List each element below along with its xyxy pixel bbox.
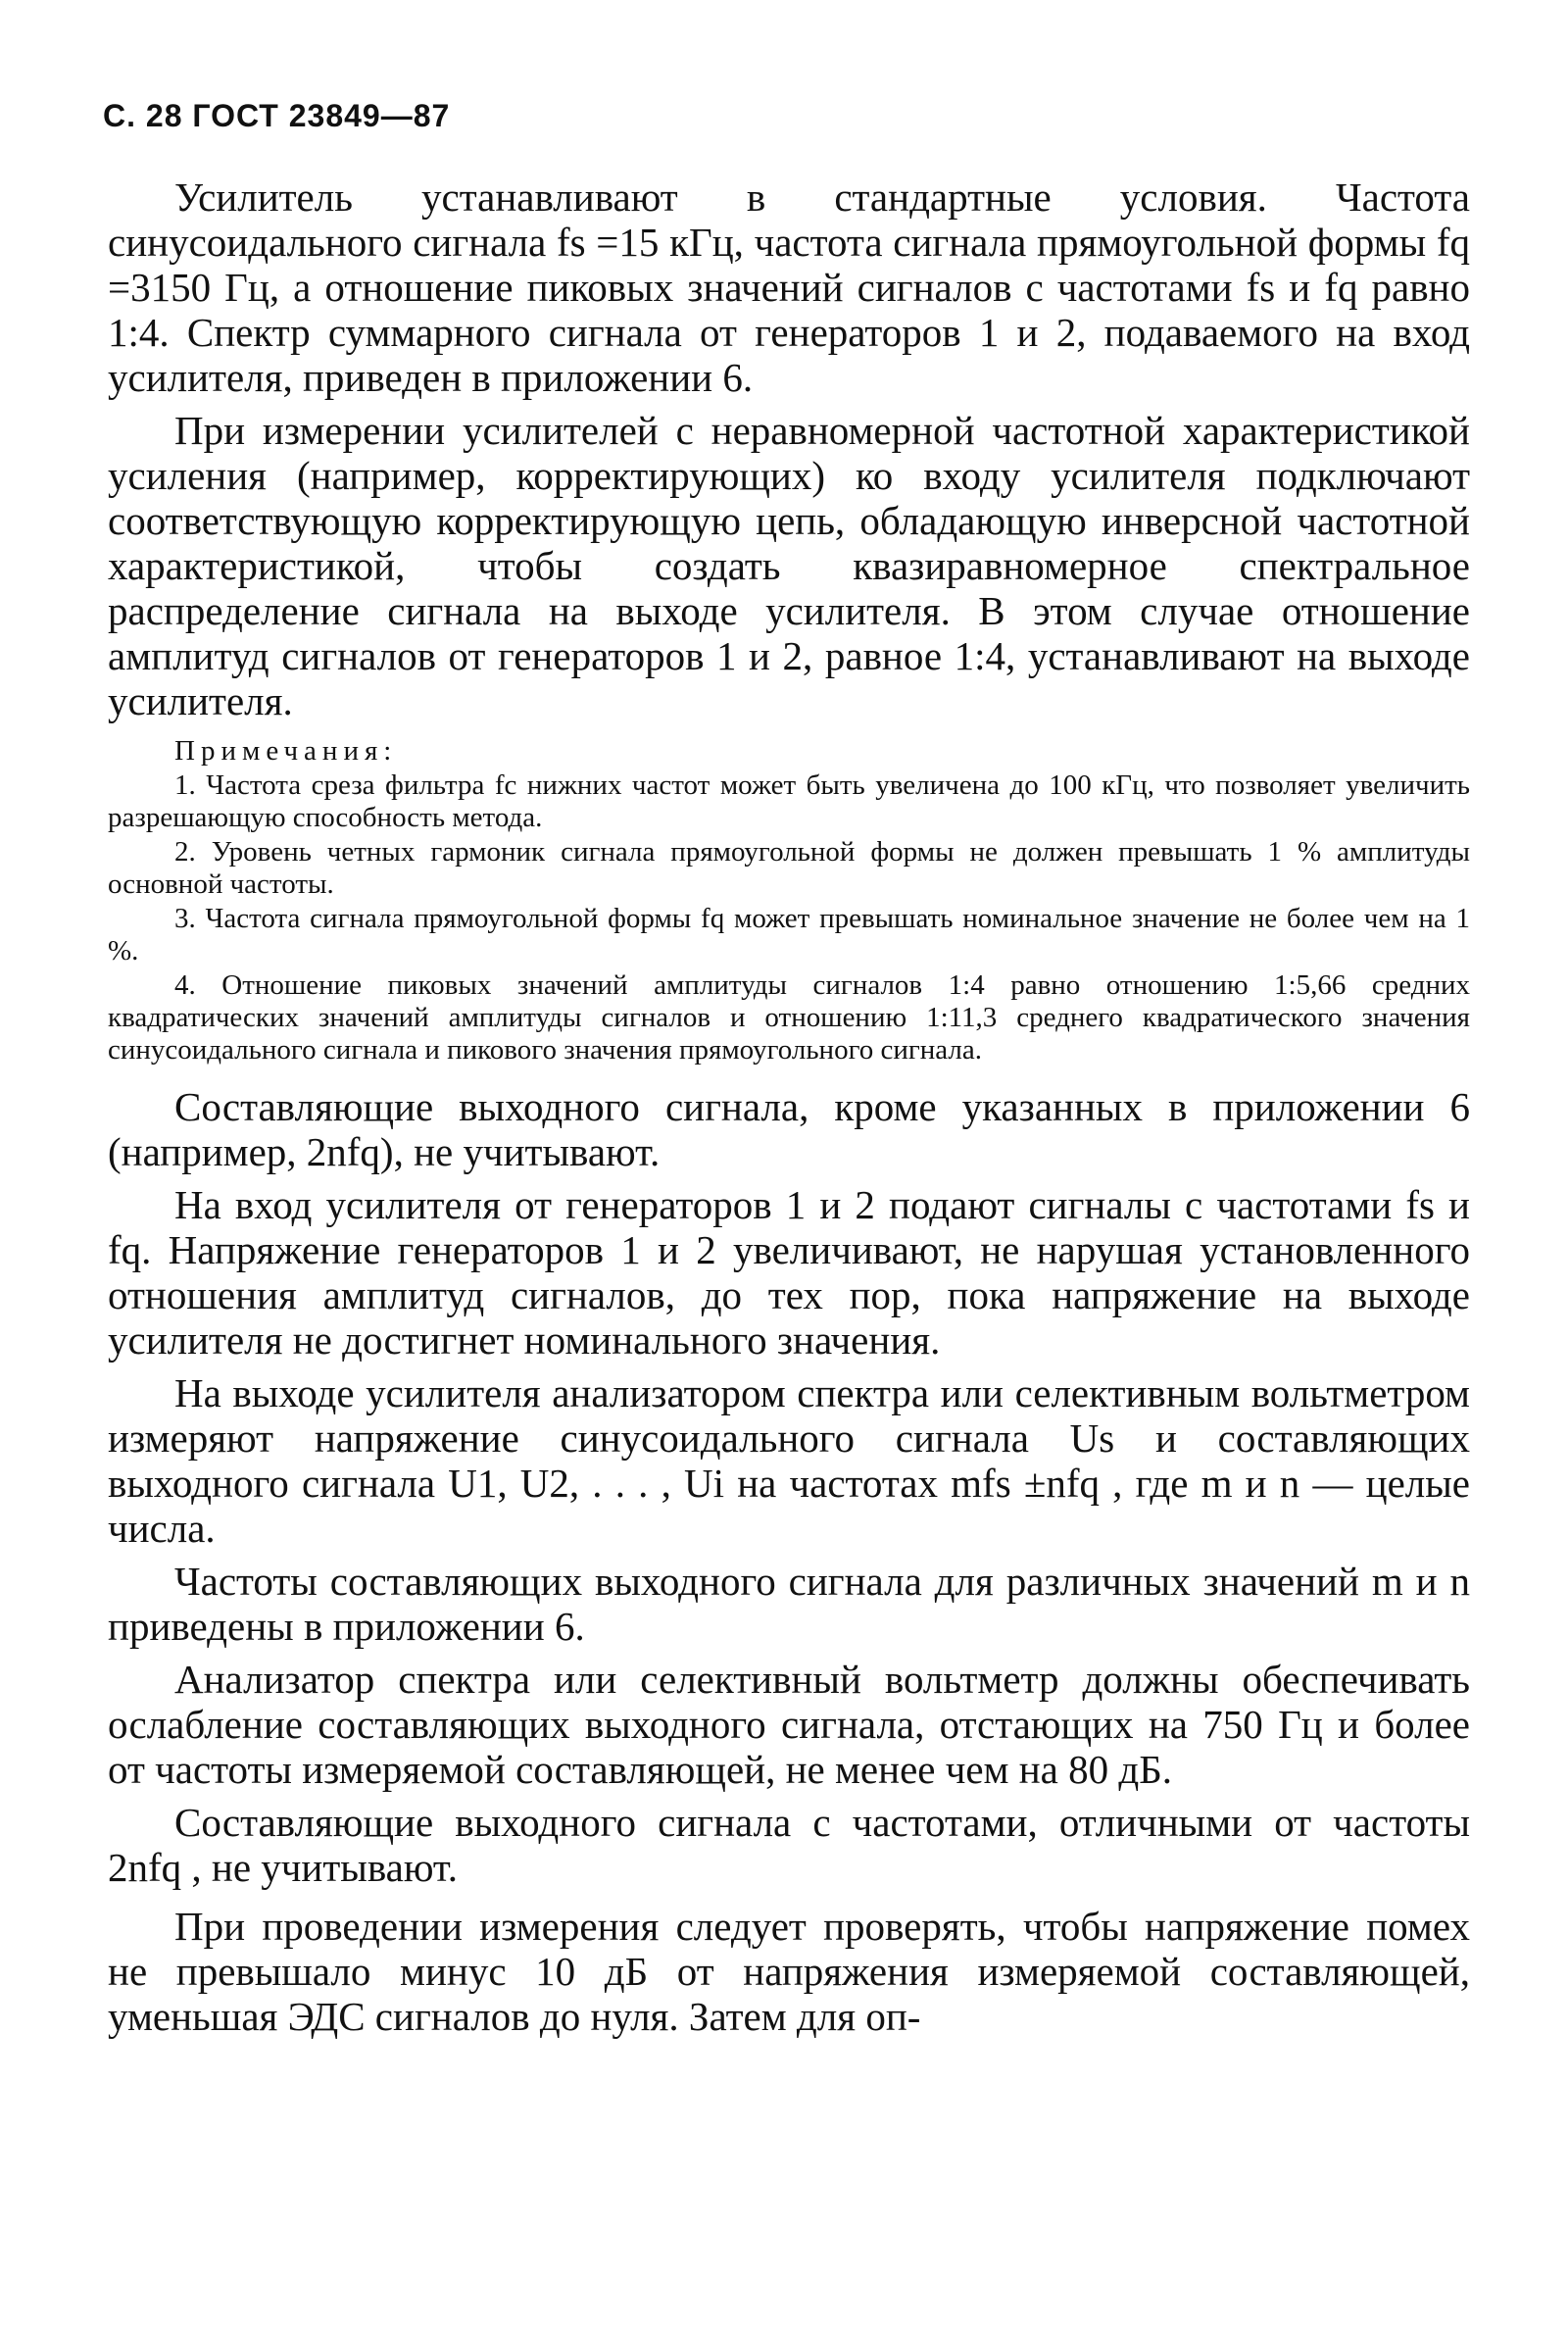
page-header: С. 28 ГОСТ 23849—87	[103, 98, 451, 133]
paragraph-generator-input: На вход усилителя от генераторов 1 и 2 подают сигналы с частотами fs и fq. Напряжение генераторов 1 и 2 увеличивают, не нарушая установленного отношения амплитуд сигналов, до тех пор, пока напряжение на выходе усилителя не достигнет номинального значения.	[108, 1182, 1470, 1363]
document-body	[108, 174, 1470, 2047]
note-item-3: 3. Частота сигнала прямоугольной формы fq может превышать номинальное значение не более чем на 1 %.	[108, 903, 1470, 967]
paragraph-analyzer-attenuation: Анализатор спектра или селективный вольтметр должны обеспечивать ослабление составляющих выходного сигнала, отстающих на 750 Гц и более от частоты измеряемой составляющей, не менее чем на 80 дБ.	[108, 1657, 1470, 1792]
paragraph-noise-check: При проведении измерения следует проверять, чтобы напряжение помех не превышало минус 10 дБ от напряжения измеряемой составляющей, уменьшая ЭДС сигналов до нуля. Затем для оп-	[108, 1904, 1470, 2039]
notes-block	[108, 735, 1470, 1066]
paragraph-standard-conditions: Усилитель устанавливают в стандартные условия. Частота синусоидального сигнала fs =15 кГц, частота сигнала прямоугольной формы fq =3150 Гц, а отношение пиковых значений сигналов с частотами fs и fq равно 1:4. Спектр суммарного сигнала от генераторов 1 и 2, подаваемого на вход усилителя, приведен в приложении 6.	[108, 174, 1470, 400]
notes-title: Примечания:	[174, 735, 398, 767]
note-item-1: 1. Частота среза фильтра fс нижних частот может быть увеличена до 100 кГц, что позволяет увеличить разрешающую способность метода.	[108, 769, 1470, 833]
paragraph-2nfq-excluded: Составляющие выходного сигнала с частотами, отличными от частоты 2nfq , не учитывают.	[108, 1800, 1470, 1890]
paragraph-spectrum-measurement: На выходе усилителя анализатором спектра или селективным вольтметром измеряют напряжение синусоидального сигнала Us и составляющих выходного сигнала U1, U2, . . . , Ui на частотах mfs ±nfq , где m и n — целые числа.	[108, 1370, 1470, 1551]
paragraph-correction-circuit: При измерении усилителей с неравномерной частотной характеристикой усиления (например, корректирующих) ко входу усилителя подключают соответствующую корректирующую цепь, обладающую инверсной частотной характеристикой, чтобы создать квазиравномерное спектральное распределение сигнала на выходе усилителя. В этом случае отношение амплитуд сигналов от генераторов 1 и 2, равное 1:4, устанавливают на выходе усилителя.	[108, 408, 1470, 723]
note-item-2: 2. Уровень четных гармоник сигнала прямоугольной формы не должен превышать 1 % амплитуды основной частоты.	[108, 836, 1470, 900]
paragraph-components-excluded: Составляющие выходного сигнала, кроме указанных в приложении 6 (например, 2nfq), не учитывают.	[108, 1084, 1470, 1174]
note-item-4: 4. Отношение пиковых значений амплитуды сигналов 1:4 равно отношению 1:5,66 средних квадратических значений амплитуды сигналов и отношению 1:11,3 среднего квадратического значения синусоидального сигнала и пикового значения прямоугольного сигнала.	[108, 969, 1470, 1066]
paragraph-frequency-table-ref: Частоты составляющих выходного сигнала для различных значений m и n приведены в приложении 6.	[108, 1559, 1470, 1649]
